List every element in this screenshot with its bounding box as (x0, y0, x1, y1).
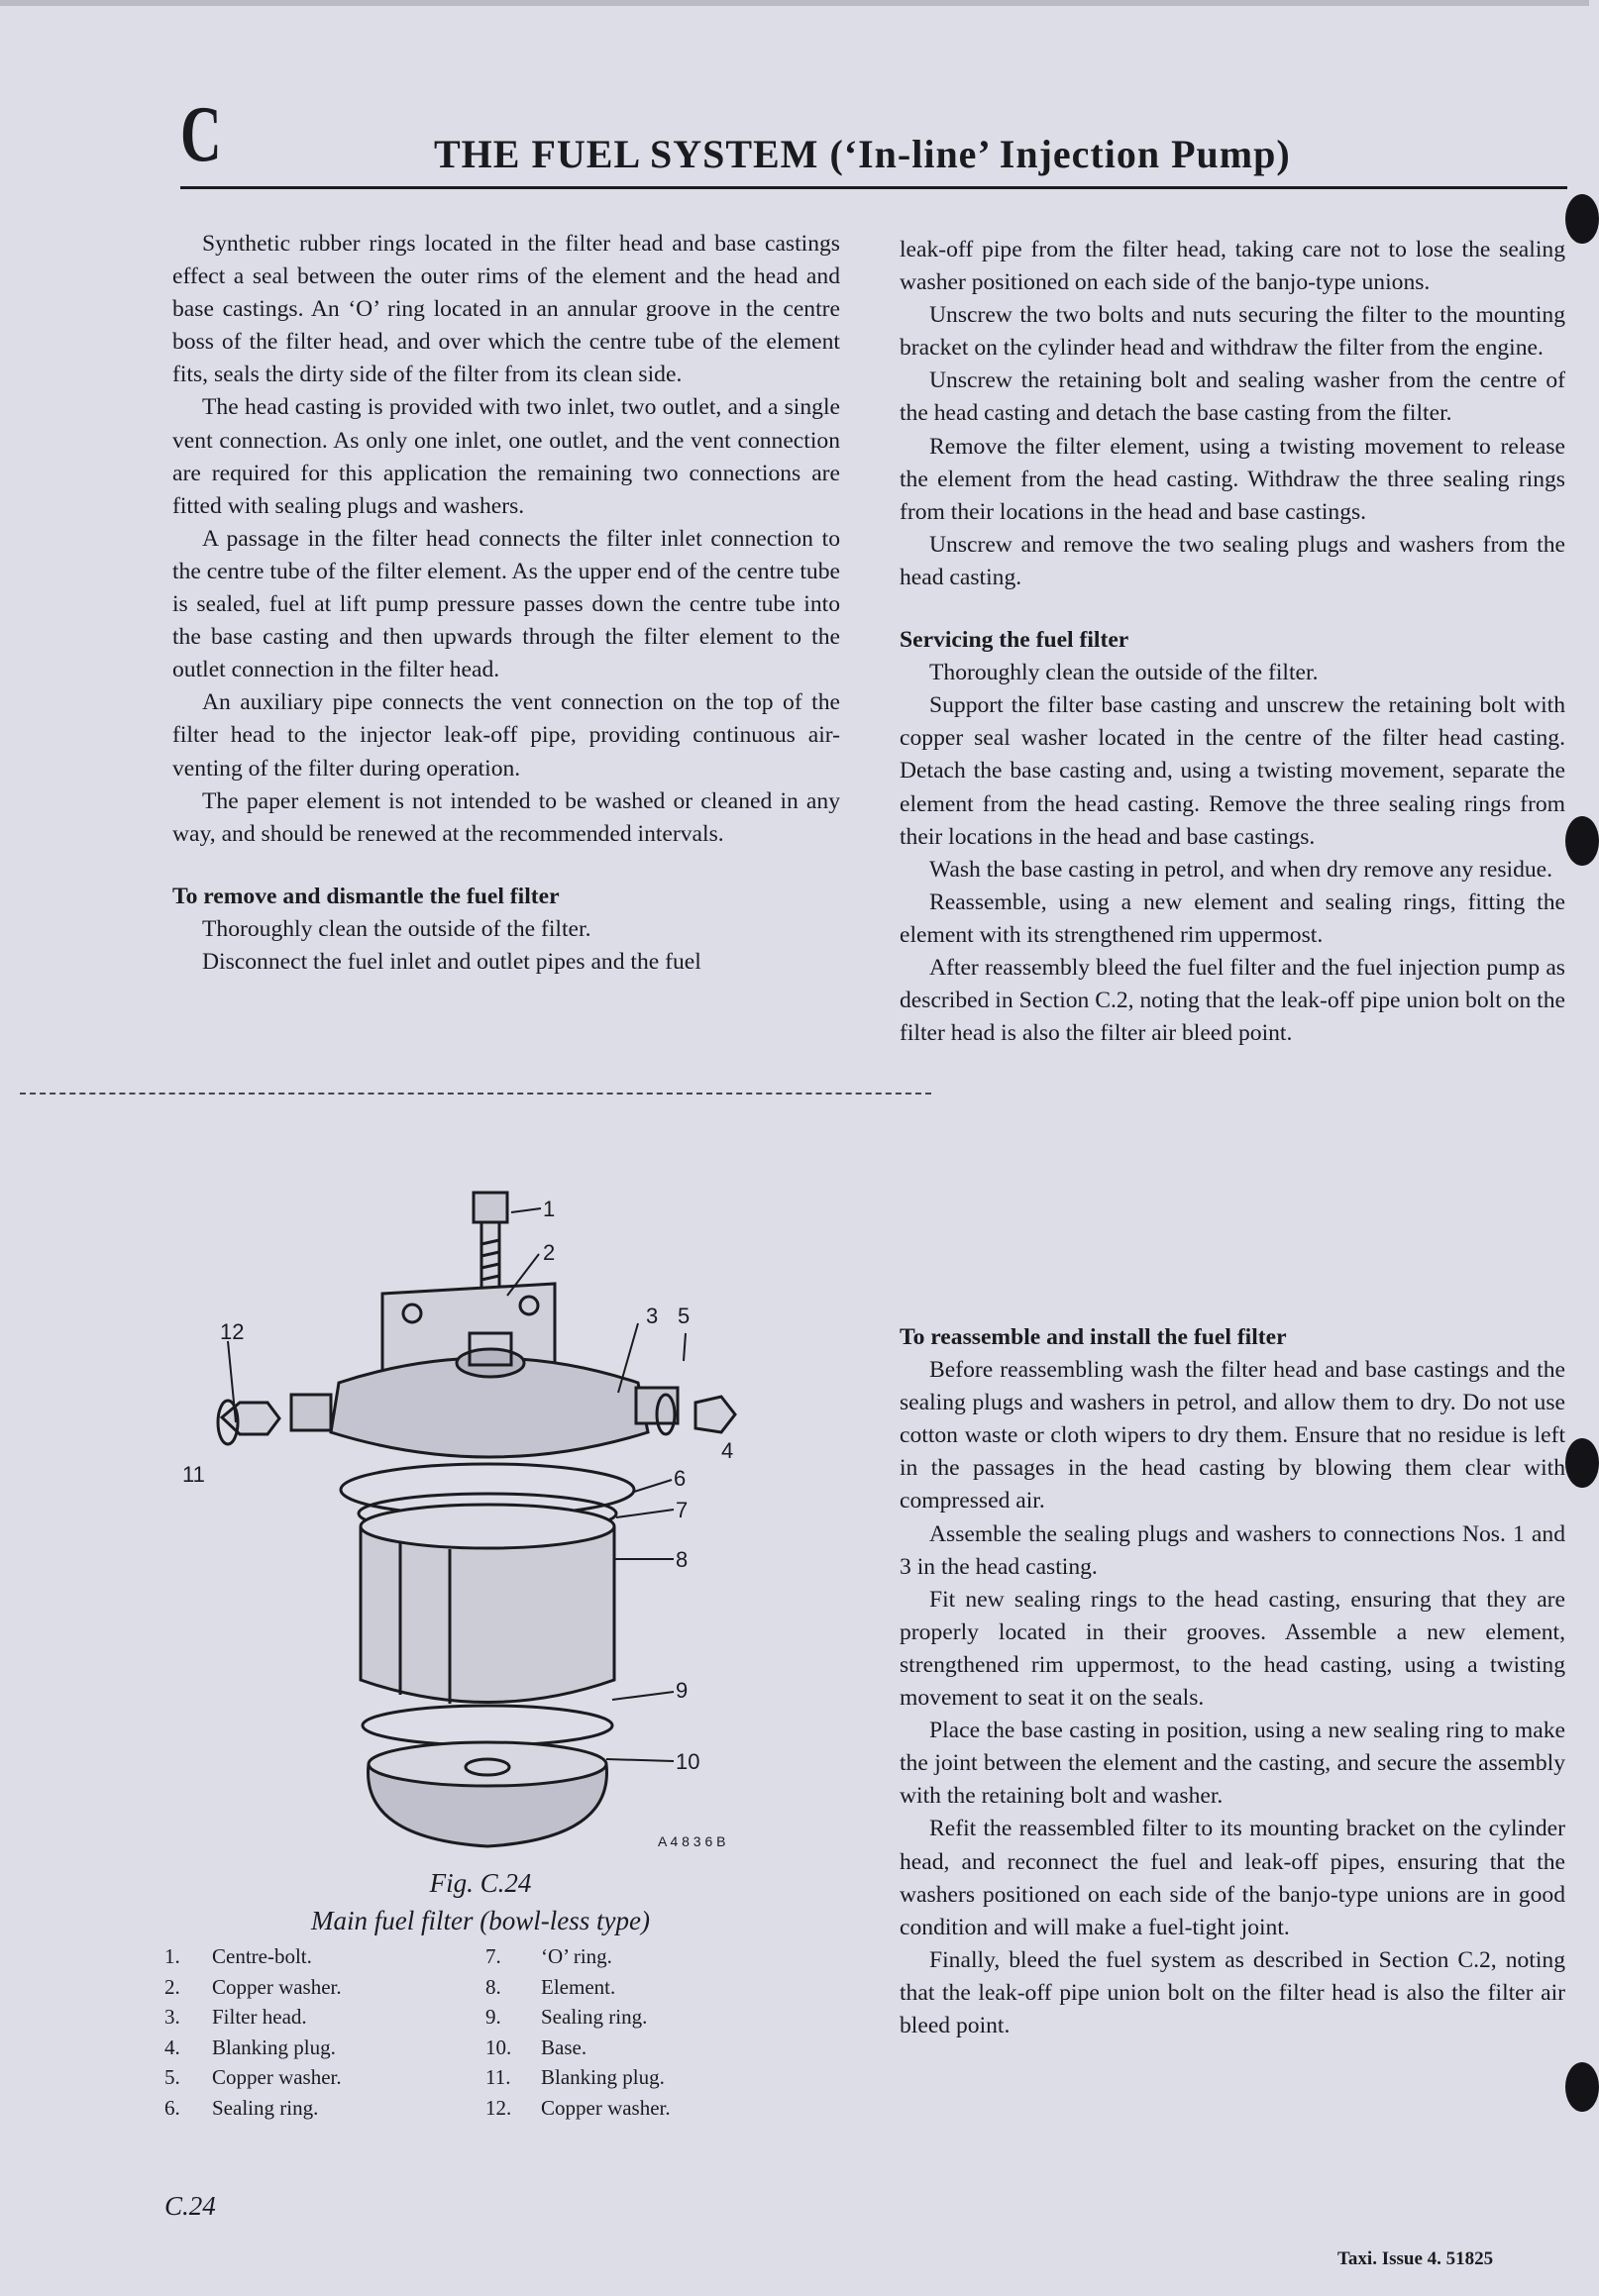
page-top-edge (0, 0, 1589, 6)
callout-5: 5 (678, 1304, 691, 1328)
legend-item: 2. Copper washer. (164, 1974, 342, 1999)
paragraph: An auxiliary pipe connects the vent connection on the top of the filter head to the injector leak-off pipe, providing continuous air-venting of the filter during operation. (172, 689, 840, 782)
legend-item: 1. Centre-bolt. (164, 1944, 312, 1968)
paragraph: Support the filter base casting and unscrew the retaining bolt with copper seal washer located in the centre of the filter head casting. Detach the base casting and, using a twisting movement, separate the element from the head casting. Remove the three sealing rings from their locations in the head and base castings. (900, 692, 1565, 850)
binder-hole-top (1565, 194, 1599, 244)
paragraph: Fit new sealing rings to the head casting, ensuring that they are properly located in their grooves. Assemble a new element, strengthened rim uppermost, to the head casting, using a twisting movement to seat it on the seals. (900, 1586, 1565, 1712)
remove-heading: To remove and dismantle the fuel filter (172, 883, 560, 909)
paragraph: Reassemble, using a new element and sealing rings, fitting the element with its strengthened rim uppermost. (900, 888, 1565, 948)
legend-item: 12. Copper washer. (485, 2095, 671, 2120)
paragraph: After reassembly bleed the fuel filter and the fuel injection pump as described in Section C.2, noting that the leak-off pipe union bolt on the filter head is also the filter air bleed point. (900, 954, 1565, 1047)
callout-4: 4 (721, 1438, 734, 1463)
callout-7: 7 (676, 1498, 689, 1522)
right-column-lower (900, 1321, 1565, 2042)
paragraph: Wash the base casting in petrol, and when dry remove any residue. (929, 856, 1553, 883)
paragraph: The head casting is provided with two inlet, two outlet, and a single vent connection. As only one inlet, one outlet, and the vent connection are required for this application the remaining two connections are fitted with sealing plugs and washers. (172, 394, 840, 519)
page-number: C.24 (164, 2191, 216, 2221)
left-column (172, 228, 840, 979)
legend-item: 8. Element. (485, 1974, 616, 1999)
legend-item: 3. Filter head. (164, 2005, 307, 2030)
paragraph: Finally, bleed the fuel system as described in Section C.2, noting that the leak-off pipe union bolt on the filter head is also the filter air bleed point. (900, 1946, 1565, 2038)
right-column (900, 234, 1565, 1050)
header-rule (180, 186, 1567, 189)
servicing-heading: Servicing the fuel filter (900, 627, 1129, 654)
paragraph: Before reassembling wash the filter head and base castings and the sealing plugs and washers in petrol, and allow them to dry. Do not use cotton waste or cloth wipers to dry them. Ensure that no residue is left in the passages in the head casting by blowing them clear with compressed air. (900, 1357, 1565, 1514)
reassemble-heading: To reassemble and install the fuel filter (900, 1324, 1287, 1350)
paragraph: leak-off pipe from the filter head, taking care not to lose the sealing washer positioned on each side of the banjo-type unions. (900, 237, 1565, 296)
callout-12: 12 (220, 1319, 245, 1344)
paragraph: Unscrew the retaining bolt and sealing washer from the centre of the head casting and detach the base casting from the filter. (900, 367, 1565, 427)
callout-8: 8 (676, 1547, 689, 1572)
paragraph: Thoroughly clean the outside of the filter. (202, 915, 591, 942)
binder-hole-lower (1565, 1438, 1599, 1488)
callout-10: 10 (676, 1749, 700, 1774)
paragraph: Assemble the sealing plugs and washers to connections Nos. 1 and 3 in the head casting. (900, 1520, 1565, 1580)
figure-caption (198, 1864, 763, 1939)
scan-artifact-dashed-line (20, 1093, 931, 1095)
callout-3: 3 (646, 1304, 659, 1328)
binder-hole-mid (1565, 816, 1599, 866)
callout-9: 9 (676, 1678, 689, 1703)
legend-item: 7. ‘O’ ring. (485, 1944, 612, 1968)
paragraph: Disconnect the fuel inlet and outlet pipes and the fuel (202, 948, 701, 975)
fuel-filter-figure (182, 1185, 757, 1858)
paragraph: A passage in the filter head connects the filter inlet connection to the centre tube of the filter element. As the upper end of the centre tube is sealed, fuel at lift pump pressure passes down the centre tube into the base casting and then upwards through the filter element to the outlet connection in the filter head. (172, 525, 840, 683)
legend-item: 4. Blanking plug. (164, 2035, 336, 2059)
paragraph: Thoroughly clean the outside of the filter. (929, 660, 1319, 686)
fuel-filter-exploded-diagram (182, 1185, 757, 1858)
callout-11: 11 (182, 1462, 205, 1487)
paragraph: Unscrew and remove the two sealing plugs and washers from the head casting. (900, 531, 1565, 590)
callout-6: 6 (674, 1466, 687, 1491)
figure-number: Fig. C.24 (429, 1868, 532, 1898)
binder-hole-bottom (1565, 2062, 1599, 2112)
legend-item: 6. Sealing ring. (164, 2095, 319, 2120)
legend-item: 11. Blanking plug. (485, 2065, 665, 2090)
paragraph: The paper element is not intended to be washed or cleaned in any way, and should be renewed at the recommended intervals. (172, 787, 840, 847)
issue-line: Taxi. Issue 4. 51825 (1337, 2248, 1494, 2269)
figure-legend-left (164, 1941, 342, 2124)
figure-legend-right (485, 1941, 671, 2124)
paragraph: Unscrew the two bolts and nuts securing the filter to the mounting bracket on the cylinder head and withdraw the filter from the engine. (900, 302, 1565, 362)
figure-ref-code: A 4 8 3 6 B (658, 1833, 726, 1849)
section-letter: C (180, 91, 222, 178)
legend-item: 10. Base. (485, 2035, 587, 2059)
paragraph: Synthetic rubber rings located in the filter head and base castings effect a seal between the outer rims of the element and the head and base castings. An ‘O’ ring located in an annular groove in the centre boss of the filter head, and over which the centre tube of the element fits, seals the dirty side of the filter from its clean side. (172, 231, 840, 388)
paragraph: Place the base casting in position, using a new sealing ring to make the joint between the element and the casting, and secure the assembly with the retaining bolt and washer. (900, 1718, 1565, 1810)
callout-2: 2 (543, 1240, 556, 1265)
page-title: THE FUEL SYSTEM (‘In-line’ Injection Pump) (434, 132, 1291, 176)
callout-1: 1 (543, 1197, 556, 1221)
legend-item: 5. Copper washer. (164, 2065, 342, 2090)
figure-title: Main fuel filter (bowl-less type) (311, 1906, 650, 1935)
legend-item: 9. Sealing ring. (485, 2005, 648, 2030)
paragraph: Remove the filter element, using a twisting movement to release the element from the head casting. Withdraw the three sealing rings from their locations in the head and base castings. (900, 433, 1565, 525)
paragraph: Refit the reassembled filter to its mounting bracket on the cylinder head, and reconnect the fuel and leak-off pipes, ensuring that the washers positioned on each side of the banjo-type unions are in good condition and will make a fuel-tight joint. (900, 1816, 1565, 1940)
